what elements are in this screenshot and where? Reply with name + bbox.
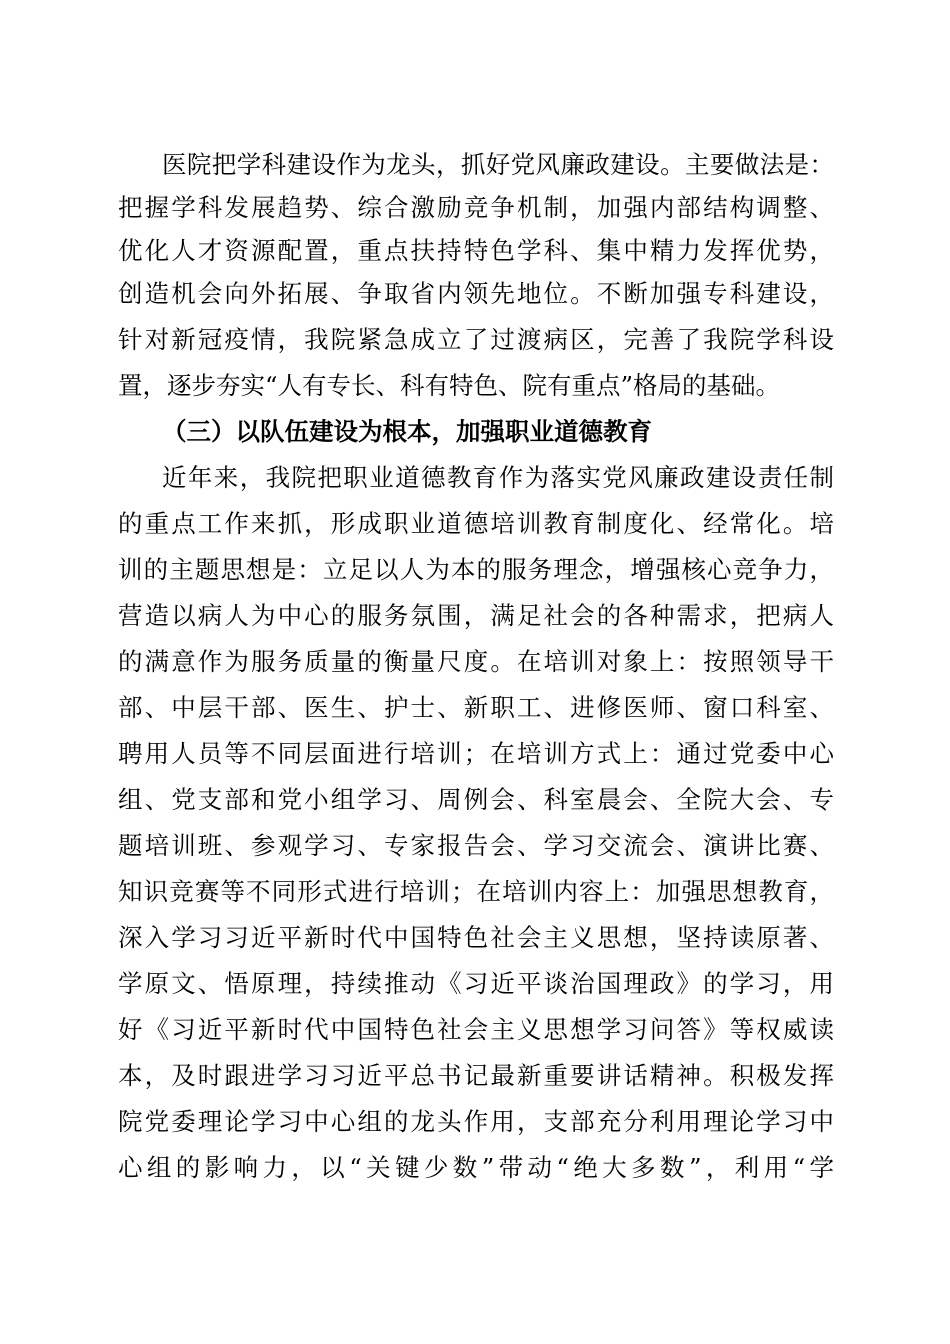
- paragraph-2-line-15: 院党委理论学习中心组的龙头作用，支部充分利用理论学习中: [118, 1107, 834, 1136]
- paragraph-2-line-9: 题培训班、参观学习、专家报告会、学习交流会、演讲比赛、: [118, 831, 834, 860]
- paragraph-2-line-1: 近年来，我院把职业道德教育作为落实党风廉政建设责任制: [162, 463, 834, 492]
- paragraph-2-line-3: 训的主题思想是：立足以人为本的服务理念，增强核心竞争力，: [118, 555, 834, 584]
- paragraph-2-line-16: 心组的影响力，以“关键少数”带动“绝大多数”，利用“学: [118, 1153, 834, 1182]
- paragraph-2-line-2: 的重点工作来抓，形成职业道德培训教育制度化、经常化。培: [118, 509, 834, 538]
- paragraph-2-line-6: 部、中层干部、医生、护士、新职工、进修医师、窗口科室、: [118, 693, 834, 722]
- paragraph-2-line-10: 知识竞赛等不同形式进行培训；在培训内容上：加强思想教育，: [118, 877, 834, 906]
- paragraph-1-line-3: 优化人才资源配置，重点扶持特色学科、集中精力发挥优势，: [118, 236, 834, 265]
- paragraph-2-line-8: 组、党支部和党小组学习、周例会、科室晨会、全院大会、专: [118, 785, 834, 814]
- paragraph-1-line-6: 置，逐步夯实“人有专长、科有特色、院有重点”格局的基础。: [118, 371, 781, 400]
- paragraph-1-line-2: 把握学科发展趋势、综合激励竞争机制，加强内部结构调整、: [118, 193, 834, 222]
- paragraph-2-line-13: 好《习近平新时代中国特色社会主义思想学习问答》等权威读: [118, 1015, 834, 1044]
- section-heading: （三）以队伍建设为根本，加强职业道德教育: [162, 417, 652, 446]
- paragraph-2-line-5: 的满意作为服务质量的衡量尺度。在培训对象上：按照领导干: [118, 647, 834, 676]
- paragraph-2-line-11: 深入学习习近平新时代中国特色社会主义思想，坚持读原著、: [118, 923, 834, 952]
- paragraph-1-line-4: 创造机会向外拓展、争取省内领先地位。不断加强专科建设，: [118, 279, 834, 308]
- paragraph-2-line-4: 营造以病人为中心的服务氛围，满足社会的各种需求，把病人: [118, 601, 834, 630]
- paragraph-1-line-5: 针对新冠疫情，我院紧急成立了过渡病区，完善了我院学科设: [118, 325, 834, 354]
- paragraph-2-line-14: 本，及时跟进学习习近平总书记最新重要讲话精神。积极发挥: [118, 1061, 834, 1090]
- paragraph-2-line-12: 学原文、悟原理，持续推动《习近平谈治国理政》的学习，用: [118, 969, 834, 998]
- paragraph-1-line-1: 医院把学科建设作为龙头，抓好党风廉政建设。主要做法是：: [162, 150, 834, 179]
- paragraph-2-line-7: 聘用人员等不同层面进行培训；在培训方式上：通过党委中心: [118, 739, 834, 768]
